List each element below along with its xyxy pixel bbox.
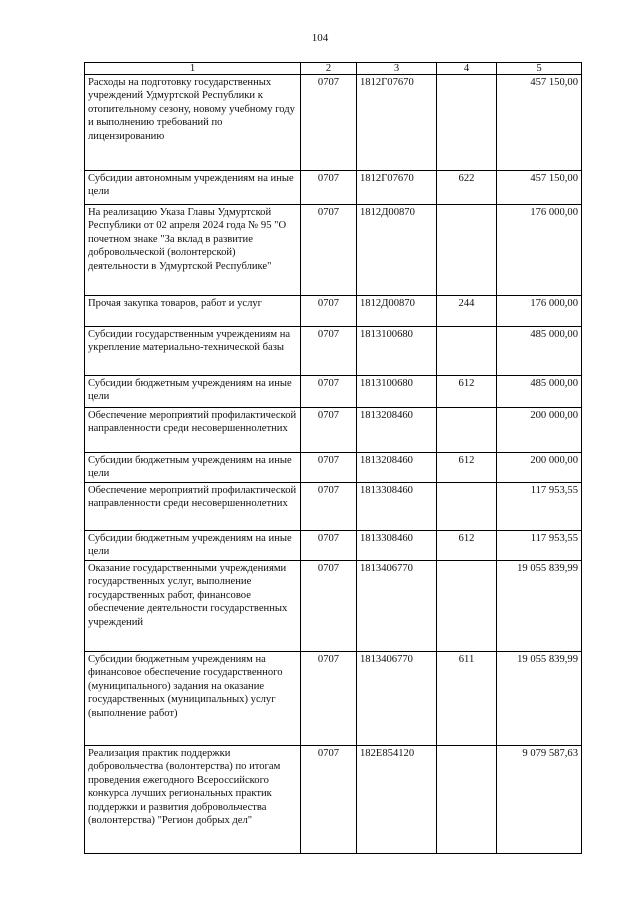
column-header-code: 3 xyxy=(357,63,437,75)
row-section: 0707 xyxy=(301,408,357,453)
row-kind: 611 xyxy=(437,652,497,746)
row-code: 1812Д00870 xyxy=(357,296,437,327)
row-amount: 176 000,00 xyxy=(497,205,582,296)
row-name: Обеспечение мероприятий профилактической направленности среди несовершеннолетних xyxy=(85,483,301,531)
table-header-row xyxy=(85,63,582,75)
row-amount: 200 000,00 xyxy=(497,453,582,483)
row-code: 1812Г07670 xyxy=(357,75,437,171)
row-kind: 612 xyxy=(437,453,497,483)
row-kind: 622 xyxy=(437,171,497,205)
row-section: 0707 xyxy=(301,75,357,171)
row-amount: 117 953,55 xyxy=(497,483,582,531)
table-row xyxy=(85,75,582,171)
table-row xyxy=(85,205,582,296)
row-section: 0707 xyxy=(301,296,357,327)
row-amount: 19 055 839,99 xyxy=(497,652,582,746)
row-name: Субсидии бюджетным учреждениям на иные цели xyxy=(85,531,301,561)
row-section: 0707 xyxy=(301,205,357,296)
row-name: Прочая закупка товаров, работ и услуг xyxy=(85,296,301,327)
table-row xyxy=(85,531,582,561)
row-code: 1813406770 xyxy=(357,561,437,652)
row-name: Обеспечение мероприятий профилактической направленности среди несовершеннолетних xyxy=(85,408,301,453)
row-amount: 457 150,00 xyxy=(497,171,582,205)
row-section: 0707 xyxy=(301,171,357,205)
budget-table xyxy=(84,62,582,854)
table-row xyxy=(85,483,582,531)
row-amount: 176 000,00 xyxy=(497,296,582,327)
row-code: 1813100680 xyxy=(357,376,437,408)
row-kind xyxy=(437,746,497,854)
row-code: 1813308460 xyxy=(357,483,437,531)
column-header-section: 2 xyxy=(301,63,357,75)
row-section: 0707 xyxy=(301,652,357,746)
row-amount: 200 000,00 xyxy=(497,408,582,453)
row-amount: 457 150,00 xyxy=(497,75,582,171)
row-code: 182Е854120 xyxy=(357,746,437,854)
row-kind xyxy=(437,75,497,171)
row-code: 1812Г07670 xyxy=(357,171,437,205)
row-section: 0707 xyxy=(301,483,357,531)
row-section: 0707 xyxy=(301,327,357,376)
row-amount: 485 000,00 xyxy=(497,327,582,376)
row-section: 0707 xyxy=(301,561,357,652)
table-row xyxy=(85,296,582,327)
row-name: Субсидии бюджетным учреждениям на иные цели xyxy=(85,453,301,483)
row-amount: 117 953,55 xyxy=(497,531,582,561)
row-code: 1812Д00870 xyxy=(357,205,437,296)
table-row xyxy=(85,327,582,376)
table-row xyxy=(85,453,582,483)
row-section: 0707 xyxy=(301,376,357,408)
page-number: 104 xyxy=(311,32,329,44)
row-amount: 485 000,00 xyxy=(497,376,582,408)
row-kind: 612 xyxy=(437,531,497,561)
row-name: Реализация практик поддержки добровольчества (волонтерства) по итогам проведения ежегодного Всероссийского конкурса лучших региональных практик поддержки и развития добровольчества (волонтерства) "Регион добрых дел" xyxy=(85,746,301,854)
table-row xyxy=(85,746,582,854)
row-kind: 612 xyxy=(437,376,497,408)
row-name: Субсидии бюджетным учреждениям на иные цели xyxy=(85,376,301,408)
table-row xyxy=(85,408,582,453)
row-name: Оказание государственными учреждениями государственных услуг, выполнение государственных работ, финансовое обеспечение деятельности государственных учреждений xyxy=(85,561,301,652)
row-name: Субсидии автономным учреждениям на иные цели xyxy=(85,171,301,205)
row-name: Расходы на подготовку государственных учреждений Удмуртской Республики к отопительному сезону, новому учебному году и выполнению требований по лицензированию xyxy=(85,75,301,171)
row-kind xyxy=(437,327,497,376)
row-amount: 9 079 587,63 xyxy=(497,746,582,854)
row-name: На реализацию Указа Главы Удмуртской Республики от 02 апреля 2024 года № 95 "О почетном знаке "За вклад в развитие добровольческой (волонтерской) деятельности в Удмуртской Республике" xyxy=(85,205,301,296)
table-row xyxy=(85,652,582,746)
column-header-kind: 4 xyxy=(437,63,497,75)
row-kind xyxy=(437,483,497,531)
row-kind xyxy=(437,561,497,652)
row-section: 0707 xyxy=(301,531,357,561)
row-kind: 244 xyxy=(437,296,497,327)
row-code: 1813406770 xyxy=(357,652,437,746)
row-code: 1813208460 xyxy=(357,408,437,453)
row-amount: 19 055 839,99 xyxy=(497,561,582,652)
table-row xyxy=(85,561,582,652)
row-name: Субсидии бюджетным учреждениям на финансовое обеспечение государственного (муниципального) задания на оказание государственных (муниципальных) услуг (выполнение работ) xyxy=(85,652,301,746)
row-section: 0707 xyxy=(301,746,357,854)
row-name: Субсидии государственным учреждениям на укрепление материально-технической базы xyxy=(85,327,301,376)
column-header-amount: 5 xyxy=(497,63,582,75)
column-header-name: 1 xyxy=(85,63,301,75)
row-code: 1813308460 xyxy=(357,531,437,561)
table-row xyxy=(85,376,582,408)
row-section: 0707 xyxy=(301,453,357,483)
row-code: 1813100680 xyxy=(357,327,437,376)
row-code: 1813208460 xyxy=(357,453,437,483)
row-kind xyxy=(437,205,497,296)
table-row xyxy=(85,171,582,205)
row-kind xyxy=(437,408,497,453)
